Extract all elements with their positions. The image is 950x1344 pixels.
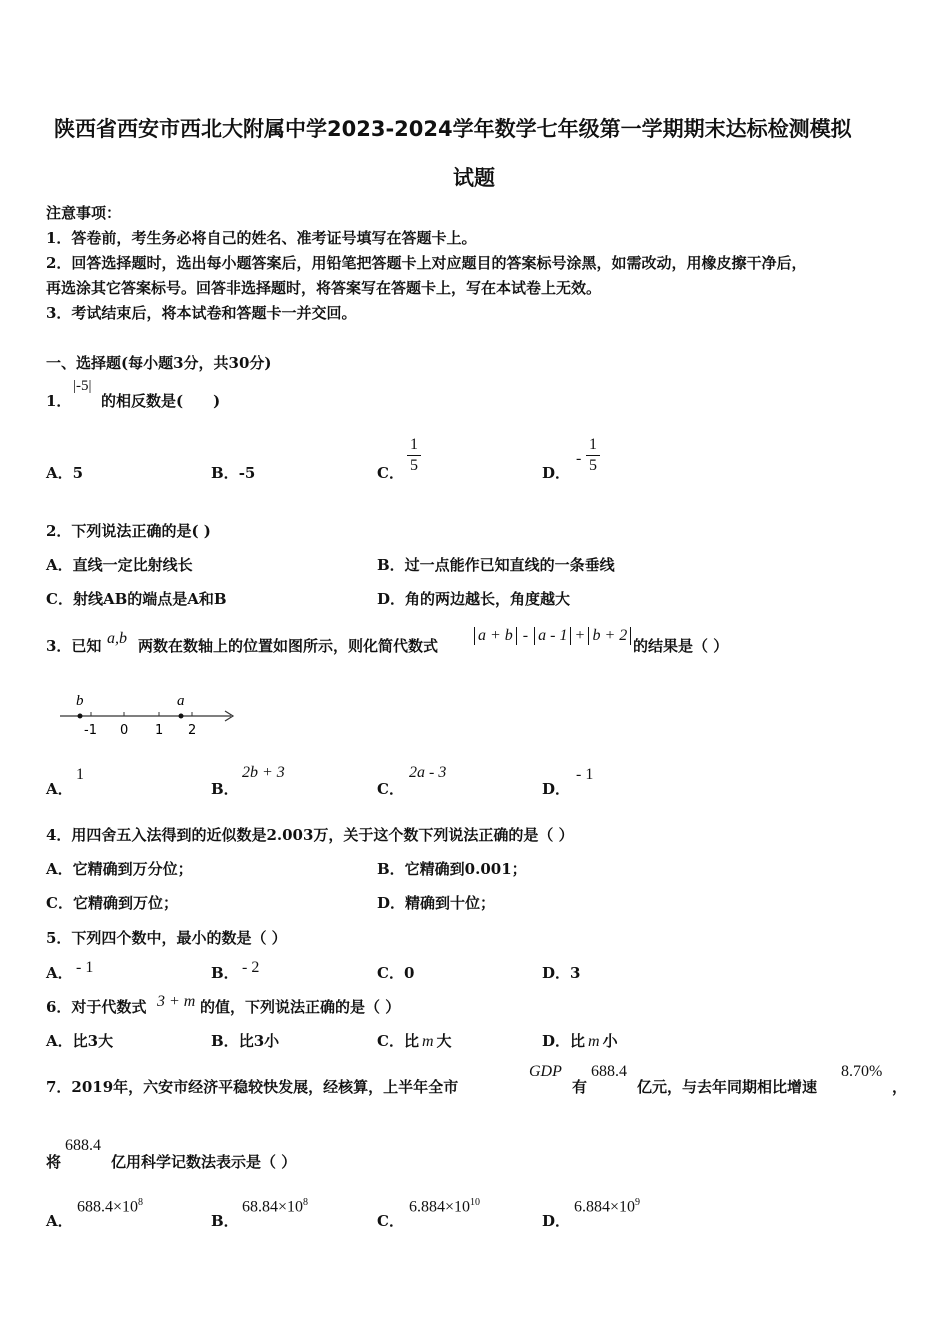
q7-line2-pre: 将 (46, 1153, 62, 1171)
q7-option-a-label: A． (46, 1212, 73, 1230)
q3-option-b-value: 2b + 3 (242, 764, 285, 781)
q3-option-d-value: - 1 (576, 766, 594, 783)
q7-option-a-value: $688.4\times 10^8$ (77, 1197, 144, 1216)
q1-text: 的相反数是( ) (101, 392, 221, 410)
label-b: b (76, 693, 84, 709)
q6-suffix: 的值，下列说法正确的是（ ） (200, 998, 401, 1016)
q7-gdp: GDP (529, 1063, 562, 1080)
notice-item: 2．回答选择题时，选出每小题答案后，用铅笔把答题卡上对应题目的答案标号涂黑，如需改动，用橡皮擦干净后， (46, 254, 807, 272)
q2-stem: 2．下列说法正确的是( ) (46, 522, 211, 540)
q3-option-b-label: B． (211, 780, 239, 798)
q5-option-a-value: - 1 (76, 959, 94, 976)
q5-option-b-label: B． (211, 964, 239, 982)
tick-label: 0 (120, 723, 129, 738)
notice-item: 3．考试结束后，将本试卷和答题卡一并交回。 (46, 304, 357, 322)
q7-option-b-value: $68.84\times 10^8$ (242, 1197, 309, 1216)
q1-option-c-label: C． (377, 464, 404, 482)
q4-stem: 4．用四舍五入法得到的近似数是2.003万，关于这个数下列说法正确的是（ ） (46, 826, 574, 844)
q1-option-b: B．-5 (211, 464, 256, 482)
q7-option-c-label: C． (377, 1212, 404, 1230)
q5-stem: 5．下列四个数中，最小的数是（ ） (46, 929, 287, 947)
q5-option-c: C．0 (377, 964, 415, 982)
q6-option-a: A．比3大 (46, 1032, 114, 1050)
q2-option-d: D．角的两边越长，角度越大 (377, 590, 571, 608)
q1-option-c-fraction: 1 5 (407, 436, 421, 475)
q7-part3: 亿元，与去年同期相比增速 (637, 1078, 818, 1096)
q7-option-c-value: $6.884\times 10^{10}$ (409, 1197, 481, 1216)
q7-rate: 8.70% (841, 1063, 883, 1080)
q7-line2-post: 亿用科学记数法表示是（ ） (111, 1153, 297, 1171)
q1-option-a: A．5 (46, 464, 84, 482)
q4-option-c: C．它精确到万位； (46, 894, 178, 912)
q7-option-b-label: B． (211, 1212, 239, 1230)
q6-expression: 3 + m (157, 993, 196, 1010)
q3-option-c-label: C． (377, 780, 404, 798)
tick-label: 1 (155, 723, 164, 738)
q7-comma: ， (892, 1078, 908, 1096)
q1-option-d-fraction: 1 5 (586, 436, 600, 475)
q3-option-a-value: 1 (76, 766, 84, 783)
q6-option-b: B．比3小 (211, 1032, 280, 1050)
section-heading: 一、选择题(每小题3分，共30分) (46, 354, 272, 372)
q1-expression: |-5| (73, 378, 92, 394)
notice-item: 再选涂其它答案标号。回答非选择题时，将答案写在答题卡上，写在本试卷上无效。 (46, 279, 602, 297)
notice-heading: 注意事项： (46, 204, 122, 222)
q3-expression: a + b - a - 1 + b + 2 (474, 624, 631, 648)
q4-option-d: D．精确到十位； (377, 894, 496, 912)
q3-suffix: 的结果是（ ） (633, 637, 729, 655)
q3-middle: 两数在数轴上的位置如图所示，则化简代数式 (138, 637, 439, 655)
q1-option-d-sign: - (576, 450, 582, 467)
q3-option-d-label: D． (542, 780, 571, 798)
q6-option-d: D．比 m 小 (542, 1032, 618, 1050)
point-b (78, 714, 83, 719)
tick-label: -1 (84, 723, 97, 738)
q7-value: 688.4 (591, 1063, 627, 1080)
label-a: a (177, 693, 185, 709)
q1-option-d-label: D． (542, 464, 571, 482)
number-line-figure (55, 690, 240, 740)
q6-prefix: 6．对于代数式 (46, 998, 147, 1016)
q6-option-c: C．比 m 大 (377, 1032, 452, 1050)
q2-option-a: A．直线一定比射线长 (46, 556, 193, 574)
q5-option-b-value: - 2 (242, 959, 260, 976)
q3-option-a-label: A． (46, 780, 73, 798)
page-title-line2: 试题 (453, 166, 495, 190)
q7-part2: 有 (572, 1078, 588, 1096)
notice-item: 1．答卷前，考生务必将自己的姓名、准考证号填写在答题卡上。 (46, 229, 477, 247)
tick-label: 2 (188, 723, 197, 738)
q3-option-c-value: 2a - 3 (409, 764, 447, 781)
q3-prefix: 3．已知 (46, 637, 102, 655)
q5-option-a-label: A． (46, 964, 73, 982)
q1-number: 1． (46, 392, 72, 410)
q2-option-b: B．过一点能作已知直线的一条垂线 (377, 556, 615, 574)
q5-option-d: D．3 (542, 964, 581, 982)
page-title: 陕西省西安市西北大附属中学2023-2024学年数学七年级第一学期期末达标检测模拟 (54, 117, 852, 141)
q4-option-b: B．它精确到0.001； (377, 860, 527, 878)
q7-line2-value: 688.4 (65, 1137, 101, 1154)
q7-option-d-value: $6.884\times 10^9$ (574, 1197, 641, 1216)
q2-option-c: C．射线AB的端点是A和B (46, 590, 227, 608)
q7-option-d-label: D． (542, 1212, 571, 1230)
point-a (179, 714, 184, 719)
q3-vars: a,b (107, 630, 127, 647)
q7-part1: 7．2019年，六安市经济平稳较快发展，经核算，上半年全市 (46, 1078, 459, 1096)
q4-option-a: A．它精确到万分位； (46, 860, 193, 878)
